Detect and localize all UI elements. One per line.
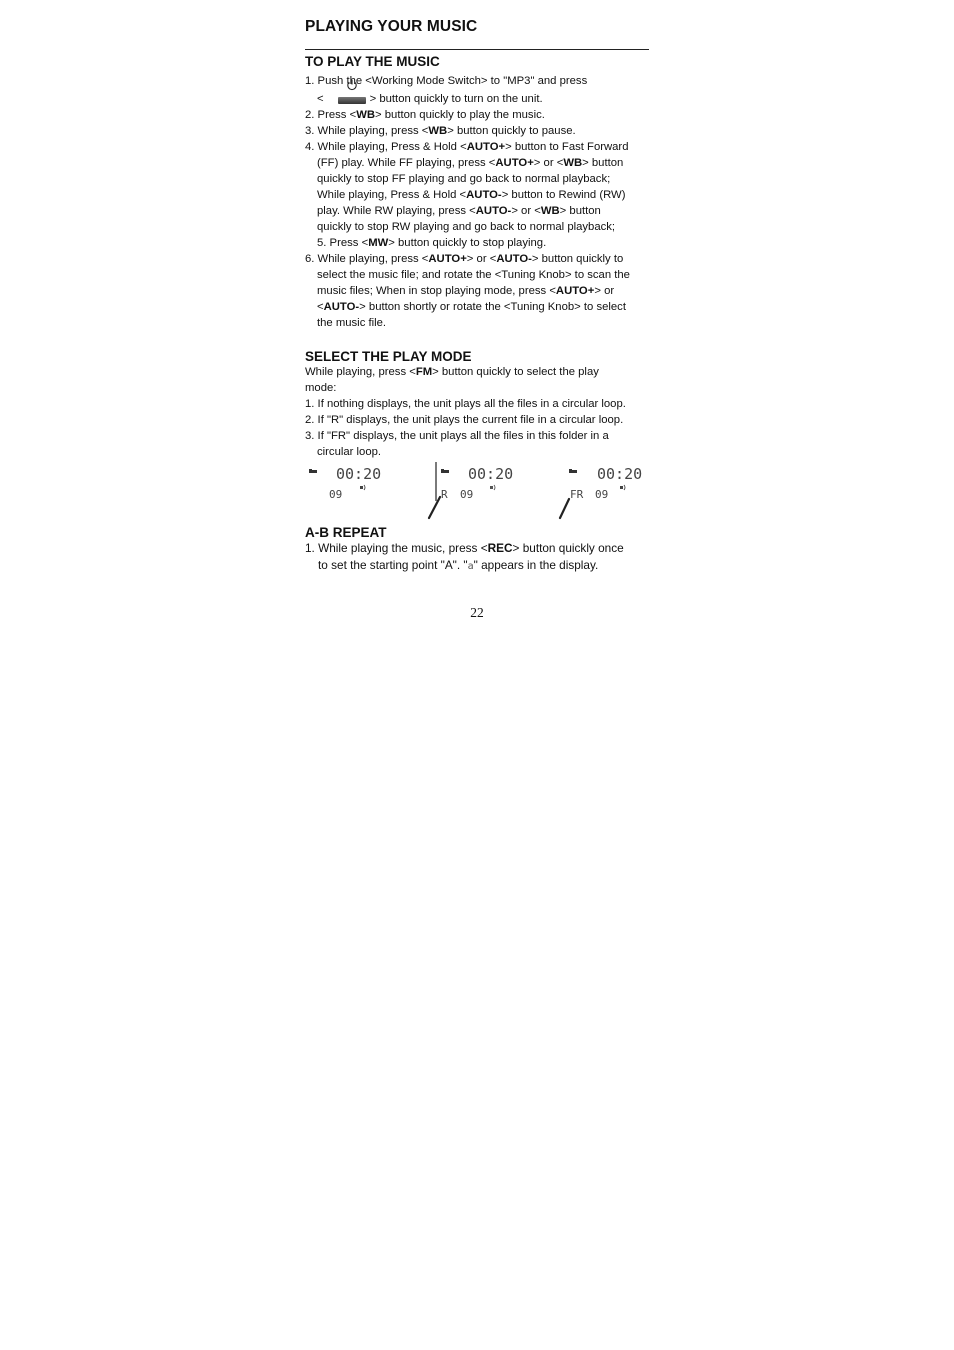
speaker-icon: [620, 485, 625, 490]
step-4-line-3: quickly to stop FF playing and go back to normal playback;: [317, 173, 611, 185]
step-4-line-2: (FF) play. While FF playing, press <AUTO+> or <WB> button: [317, 157, 624, 169]
step-5: 5. Press <MW> button quickly to stop playing.: [317, 237, 547, 249]
section-heading-ab-repeat: A-B REPEAT: [305, 525, 387, 540]
lcd-time: 00:20: [597, 465, 643, 483]
a-marker-symbol: a: [467, 561, 474, 572]
step-4-line-1: 4. While playing, Press & Hold <AUTO+> button to Fast Forward: [305, 141, 629, 153]
lcd-display-repeat-folder: [555, 461, 645, 523]
lcd-mode: R: [441, 488, 448, 501]
page-number: 22: [470, 605, 484, 620]
step-6-line-3: music files; When in stop playing mode, press <AUTO+> or: [317, 285, 615, 297]
section-heading-to-play: TO PLAY THE MUSIC: [305, 54, 440, 69]
step-4-line-4: While playing, Press & Hold <AUTO-> button to Rewind (RW): [317, 189, 626, 201]
power-button-icon: [338, 93, 366, 103]
pointer-pen-icon: [429, 497, 440, 518]
play-mode-item-1: 1. If nothing displays, the unit plays all the files in a circular loop.: [305, 398, 626, 410]
play-mode-item-2: 2. If "R" displays, the unit plays the current file in a circular loop.: [305, 414, 624, 426]
step-4-line-5: play. While RW playing, press <AUTO-> or <WB> button: [317, 205, 601, 217]
step-1-line-1: 1. Push the <Working Mode Switch> to "MP3" and press: [305, 75, 588, 87]
ab-repeat-line-1: 1. While playing the music, press <REC> button quickly once: [305, 541, 624, 555]
step-2: 2. Press <WB> button quickly to play the music.: [305, 109, 545, 121]
lcd-display-repeat-one: [424, 461, 519, 523]
play-mode-item-3-line-1: 3. If "FR" displays, the unit plays all the files in this folder in a: [305, 430, 609, 442]
lcd-time: 00:20: [336, 465, 382, 483]
step-1-line-2-text: > button quickly to turn on the unit.: [369, 93, 543, 105]
speaker-icon: [490, 485, 495, 490]
play-mode-intro-line-2: mode:: [305, 382, 337, 394]
speaker-icon: [360, 485, 365, 490]
section-heading-play-mode: SELECT THE PLAY MODE: [305, 349, 472, 364]
folder-icon: [569, 469, 577, 473]
lcd-track: 09: [460, 488, 474, 501]
pointer-pen-icon: [560, 499, 569, 518]
title-divider: [305, 49, 649, 50]
section-to-play: [305, 54, 651, 331]
lcd-track: 09: [329, 488, 343, 501]
section-play-mode: [305, 349, 651, 460]
lcd-track: 09: [595, 488, 609, 501]
step-6-line-1: 6. While playing, press <AUTO+> or <AUTO-> button quickly to: [305, 253, 624, 265]
step-1-line-2: [305, 91, 651, 107]
lcd-display-normal: [305, 461, 385, 523]
folder-icon: [309, 469, 317, 473]
page-title: PLAYING YOUR MUSIC: [305, 18, 478, 35]
step-1-bracket-open: <: [317, 93, 324, 105]
play-mode-item-3-line-2: circular loop.: [317, 446, 382, 458]
step-6-line-5: the music file.: [317, 317, 387, 329]
step-6-line-4: <AUTO-> button shortly or rotate the <Tuning Knob> to select: [317, 301, 626, 313]
folder-icon: [441, 469, 449, 473]
step-6-line-2: select the music file; and rotate the <Tuning Knob> to scan the: [317, 269, 630, 281]
section-ab-repeat: [305, 525, 651, 575]
lcd-time: 00:20: [468, 465, 514, 483]
play-mode-intro: While playing, press <FM> button quickly to select the play: [305, 366, 599, 378]
step-3: 3. While playing, press <WB> button quickly to pause.: [305, 125, 576, 137]
ab-repeat-line-2: to set the starting point "A". "a" appears in the display.: [318, 558, 599, 572]
lcd-mode: FR: [570, 488, 584, 501]
step-4-line-6: quickly to stop RW playing and go back to normal playback;: [317, 221, 616, 233]
